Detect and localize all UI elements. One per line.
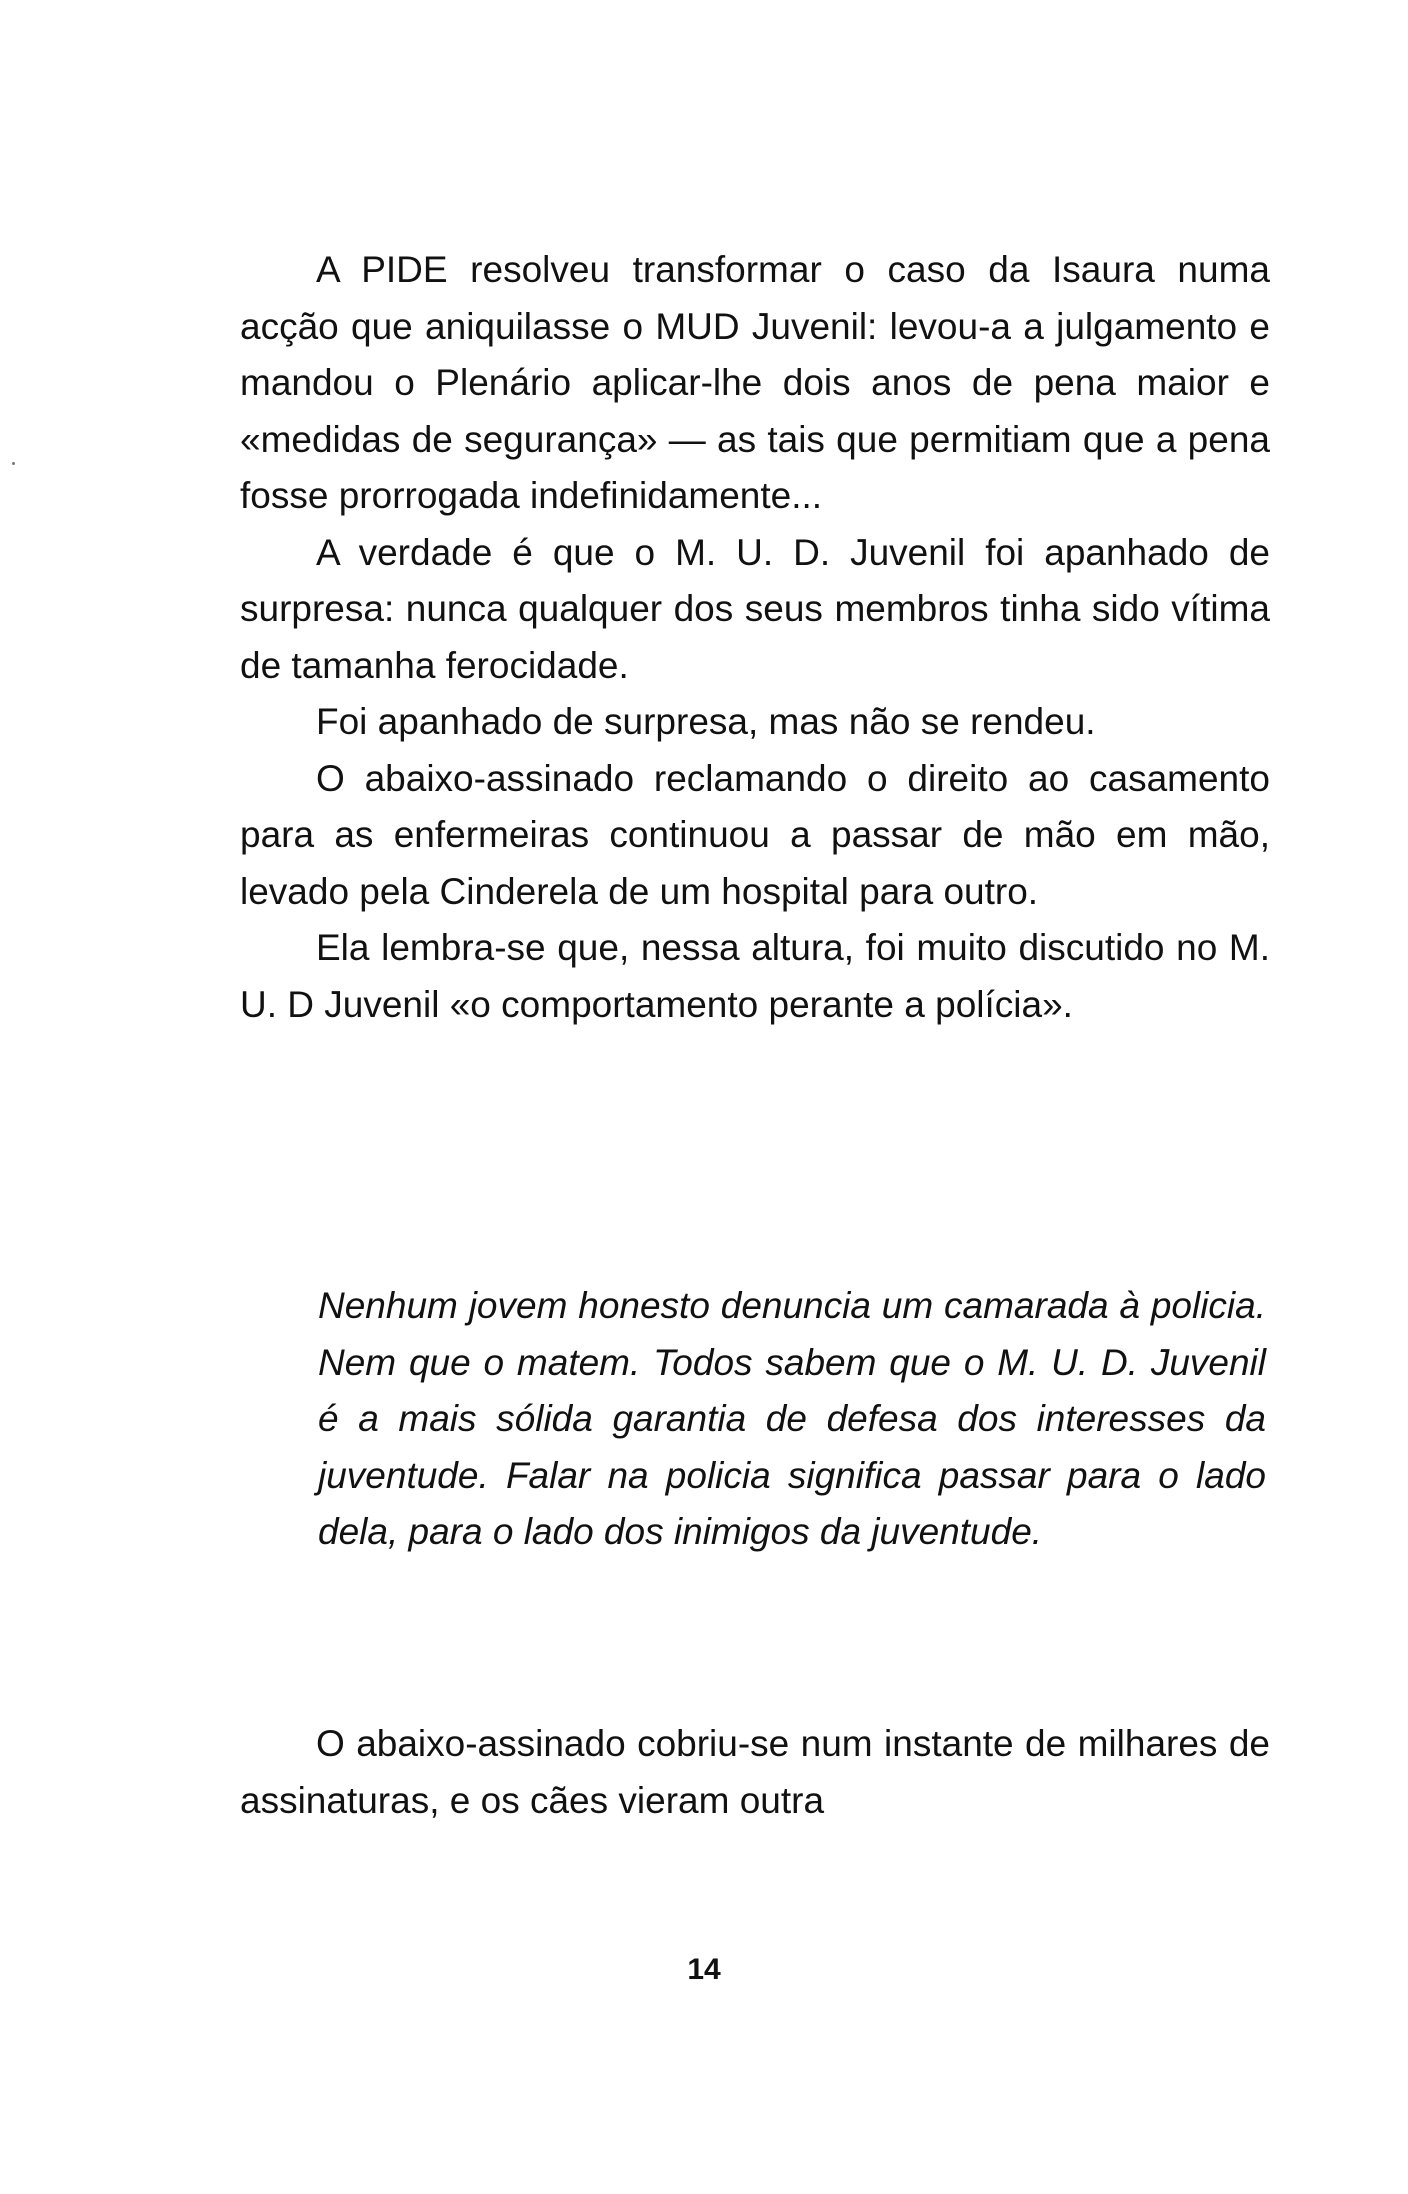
page-number: 14 — [687, 1953, 721, 1986]
body-text — [240, 242, 1270, 1033]
paragraph-pide-case: A PIDE resolveu transformar o caso da Isaura numa acção que aniquilasse o MUD Juvenil: levou-a a julgamento e mandou o Plenário aplicar-lhe dois anos de pena maior e «medidas de segurança» — as tais que permitiam que a pena fosse prorrogada indefinidamente... — [240, 249, 1270, 516]
paragraph-surprise: A verdade é que o M. U. D. Juvenil foi apanhado de surpresa: nunca qualquer dos seus membros tinha sido vítima de tamanha ferocidade. — [240, 531, 1270, 686]
paragraph-petition: O abaixo-assinado reclamando o direito ao casamento para as enfermeiras continuou a passar de mão em mão, levado pela Cinderela de um hospital para outro. — [240, 757, 1270, 912]
paragraph-closing: O abaixo-assinado cobriu-se num instante de milhares de assinaturas, e os cães vieram outra — [240, 1723, 1270, 1821]
closing-text — [240, 1716, 1270, 1829]
margin-speck — [12, 462, 15, 465]
paragraph-police-conduct: Ela lembra-se que, nessa altura, foi muito discutido no M. U. D Juvenil «o comportamento perante a polícia». — [240, 927, 1270, 1025]
paragraph-not-surrender: Foi apanhado de surpresa, mas não se rendeu. — [316, 701, 1096, 742]
italic-quote — [318, 1278, 1266, 1561]
quote-text: Nenhum jovem honesto denuncia um camarada à policia. Nem que o matem. Todos sabem que o M. U. D. Juvenil é a mais sólida garantia de defesa dos interesses da juventude. Falar na policia significa passar para o lado dela, para o lado dos inimigos da juventude. — [318, 1285, 1266, 1552]
